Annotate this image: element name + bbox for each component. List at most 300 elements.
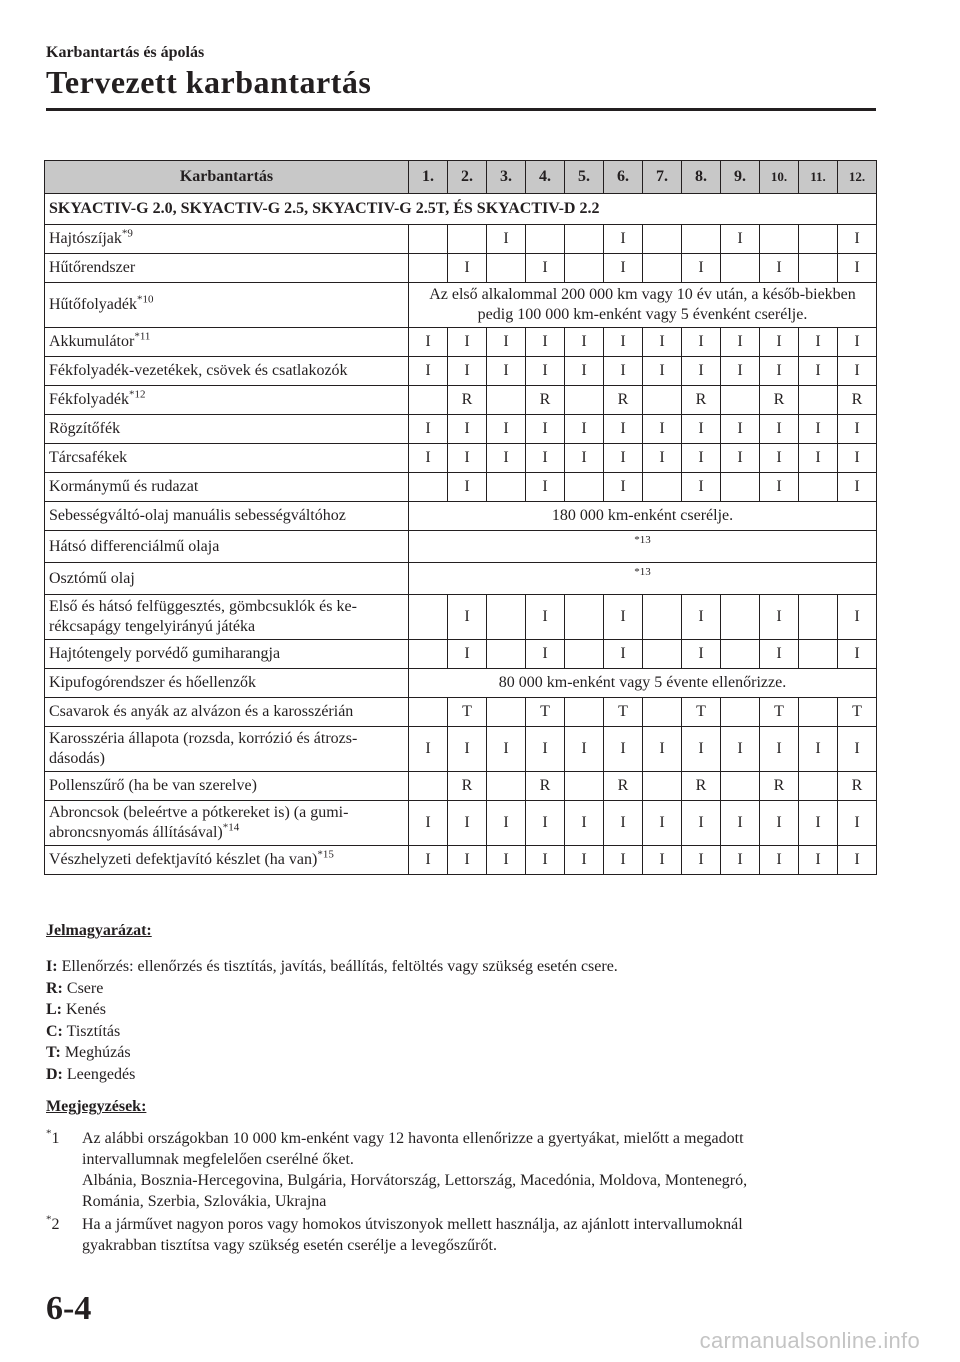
row-label bbox=[45, 386, 409, 415]
interval-cell: I bbox=[838, 801, 877, 846]
page-number: 6-4 bbox=[46, 1290, 92, 1327]
interval-cell: I bbox=[799, 846, 838, 875]
table-row bbox=[45, 772, 877, 801]
interval-cell: I bbox=[604, 328, 643, 357]
table-row bbox=[45, 640, 877, 669]
row-label-text: Kipufogórendszer és hőellenzők bbox=[49, 674, 257, 691]
interval-cell: I bbox=[487, 328, 526, 357]
interval-cell: I bbox=[643, 727, 682, 772]
interval-cell bbox=[799, 698, 838, 727]
interval-cell bbox=[799, 640, 838, 669]
notes-list bbox=[46, 1128, 876, 1258]
legend-code: C: bbox=[46, 1022, 63, 1040]
interval-cell: I bbox=[448, 254, 487, 283]
row-label-text: Karosszéria állapota (rozsda, korrózió és átrozs-dásodás) bbox=[49, 730, 358, 767]
interval-cell bbox=[721, 254, 760, 283]
interval-cell: I bbox=[760, 640, 799, 669]
interval-cell: T bbox=[682, 698, 721, 727]
interval-cell: I bbox=[760, 801, 799, 846]
interval-cell bbox=[721, 386, 760, 415]
interval-cell bbox=[565, 595, 604, 640]
note-marker-number: 2 bbox=[51, 1216, 60, 1233]
interval-cell: I bbox=[565, 328, 604, 357]
interval-cell: I bbox=[721, 846, 760, 875]
interval-cell bbox=[409, 254, 448, 283]
footnote-ref: *10 bbox=[136, 293, 154, 306]
interval-cell: I bbox=[526, 801, 565, 846]
interval-cell bbox=[643, 386, 682, 415]
row-label bbox=[45, 502, 409, 531]
row-label-text: Első és hátsó felfüggesztés, gömbcsuklók és ke-rékcsapágy tengelyirányú játéka bbox=[49, 598, 357, 635]
footnote-ref: *13 bbox=[409, 563, 877, 595]
interval-cell: I bbox=[448, 846, 487, 875]
interval-cell bbox=[799, 473, 838, 502]
interval-cell: I bbox=[760, 415, 799, 444]
interval-cell: I bbox=[565, 846, 604, 875]
legend-item bbox=[46, 956, 618, 978]
interval-cell: R bbox=[682, 386, 721, 415]
row-label bbox=[45, 283, 409, 328]
interval-cell: I bbox=[565, 415, 604, 444]
table-row bbox=[45, 328, 877, 357]
note-line: Az alábbi országokban 10 000 km-enként vagy 12 havonta ellenőrizze a gyertyákat, mielőtt a megadott bbox=[82, 1130, 744, 1147]
interval-cell bbox=[409, 386, 448, 415]
engine-group-row bbox=[45, 194, 877, 225]
note-marker-star: * bbox=[46, 1213, 52, 1226]
note-line: Albánia, Bosznia-Hercegovina, Bulgária, Horvátország, Lettország, Macedónia, Moldova, Montenegró, bbox=[82, 1172, 748, 1189]
interval-cell: I bbox=[565, 357, 604, 386]
interval-cell: R bbox=[838, 772, 877, 801]
table-row bbox=[45, 698, 877, 727]
interval-cell: I bbox=[565, 727, 604, 772]
interval-cell: R bbox=[682, 772, 721, 801]
legend-text: Csere bbox=[66, 979, 104, 997]
row-label-text: Hajtótengely porvédő gumiharangja bbox=[49, 645, 281, 662]
interval-cell: I bbox=[487, 357, 526, 386]
header-interval: 3. bbox=[487, 161, 526, 194]
interval-cell: I bbox=[682, 846, 721, 875]
header-interval: 4. bbox=[526, 161, 565, 194]
interval-cell bbox=[487, 386, 526, 415]
interval-cell: I bbox=[682, 473, 721, 502]
interval-cell bbox=[565, 698, 604, 727]
interval-cell: R bbox=[604, 772, 643, 801]
interval-cell bbox=[487, 640, 526, 669]
interval-cell: T bbox=[604, 698, 643, 727]
interval-cell bbox=[643, 772, 682, 801]
table-row bbox=[45, 254, 877, 283]
interval-cell: I bbox=[682, 640, 721, 669]
legend-title: Jelmagyarázat: bbox=[46, 922, 152, 939]
interval-cell: R bbox=[526, 772, 565, 801]
footnote-ref: *11 bbox=[134, 330, 151, 343]
interval-cell: I bbox=[760, 727, 799, 772]
table-row bbox=[45, 669, 877, 698]
interval-cell: I bbox=[448, 595, 487, 640]
interval-cell: I bbox=[526, 328, 565, 357]
interval-cell: I bbox=[448, 801, 487, 846]
footnote-ref: *9 bbox=[121, 227, 133, 240]
interval-cell: I bbox=[448, 444, 487, 473]
row-label-text: Pollenszűrő (ha be van szerelve) bbox=[49, 777, 257, 794]
interval-cell: T bbox=[526, 698, 565, 727]
legend-text: Kenés bbox=[66, 1001, 106, 1018]
interval-cell: I bbox=[526, 595, 565, 640]
interval-cell bbox=[643, 473, 682, 502]
legend-item bbox=[46, 999, 618, 1021]
interval-cell: I bbox=[487, 846, 526, 875]
legend-text: Meghúzás bbox=[64, 1044, 131, 1061]
legend-text: Leengedés bbox=[66, 1065, 136, 1083]
row-label bbox=[45, 328, 409, 357]
interval-cell: I bbox=[409, 357, 448, 386]
row-label-text: Hűtőrendszer bbox=[49, 259, 136, 276]
legend-code: T: bbox=[46, 1044, 61, 1061]
interval-cell: T bbox=[838, 698, 877, 727]
interval-cell bbox=[799, 225, 838, 254]
header-interval: 12. bbox=[838, 161, 877, 194]
row-label-text: Osztómű olaj bbox=[49, 569, 135, 587]
row-label bbox=[45, 669, 409, 698]
table-row bbox=[45, 531, 877, 563]
interval-cell: I bbox=[487, 225, 526, 254]
table-row bbox=[45, 595, 877, 640]
header-interval: 6. bbox=[604, 161, 643, 194]
interval-cell: I bbox=[643, 328, 682, 357]
interval-cell: I bbox=[643, 846, 682, 875]
interval-cell: I bbox=[487, 444, 526, 473]
interval-cell bbox=[487, 698, 526, 727]
interval-cell bbox=[643, 698, 682, 727]
header-interval: 10. bbox=[760, 161, 799, 194]
note-line: Románia, Szerbia, Szlovákia, Ukrajna bbox=[82, 1193, 327, 1210]
interval-cell: I bbox=[838, 846, 877, 875]
row-label bbox=[45, 225, 409, 254]
legend-list bbox=[46, 956, 618, 1085]
interval-cell: I bbox=[760, 357, 799, 386]
interval-cell: I bbox=[721, 415, 760, 444]
row-label bbox=[45, 846, 409, 875]
interval-cell bbox=[643, 640, 682, 669]
interval-cell: I bbox=[643, 357, 682, 386]
interval-cell: I bbox=[448, 415, 487, 444]
row-label-text: Hajtószíjak bbox=[49, 230, 122, 247]
interval-cell bbox=[409, 772, 448, 801]
interval-cell: I bbox=[760, 444, 799, 473]
interval-cell bbox=[721, 595, 760, 640]
interval-cell: I bbox=[760, 254, 799, 283]
header-interval: 8. bbox=[682, 161, 721, 194]
interval-cell: I bbox=[409, 328, 448, 357]
table-row bbox=[45, 415, 877, 444]
table-row bbox=[45, 357, 877, 386]
interval-cell: I bbox=[604, 595, 643, 640]
maintenance-table bbox=[44, 160, 877, 875]
legend-code: R: bbox=[46, 979, 63, 997]
interval-cell bbox=[526, 225, 565, 254]
page-title: Tervezett karbantartás bbox=[46, 64, 372, 100]
legend-code: I: bbox=[46, 958, 58, 975]
interval-cell bbox=[565, 254, 604, 283]
interval-span-text: 180 000 km-enként cserélje. bbox=[409, 502, 877, 531]
interval-cell: I bbox=[409, 846, 448, 875]
interval-cell: I bbox=[448, 640, 487, 669]
interval-cell: I bbox=[721, 357, 760, 386]
header-interval: 11. bbox=[799, 161, 838, 194]
interval-cell: I bbox=[760, 846, 799, 875]
interval-cell: I bbox=[721, 727, 760, 772]
interval-cell: I bbox=[799, 727, 838, 772]
interval-cell: I bbox=[604, 225, 643, 254]
interval-cell: I bbox=[604, 846, 643, 875]
table-row bbox=[45, 283, 877, 328]
interval-cell: I bbox=[526, 727, 565, 772]
interval-cell bbox=[643, 225, 682, 254]
interval-cell bbox=[565, 640, 604, 669]
interval-cell: I bbox=[682, 415, 721, 444]
notes-title: Megjegyzések: bbox=[46, 1098, 147, 1115]
row-label-text: Csavarok és anyák az alvázon és a karosszérián bbox=[49, 703, 354, 720]
interval-cell: I bbox=[409, 801, 448, 846]
interval-cell: I bbox=[838, 328, 877, 357]
note-item bbox=[46, 1214, 876, 1256]
interval-cell: I bbox=[604, 254, 643, 283]
row-label-text: Vészhelyzeti defektjavító készlet (ha van) bbox=[49, 851, 318, 868]
interval-span-text: 80 000 km-enként vagy 5 évente ellenőrizze. bbox=[409, 669, 877, 698]
note-marker-number: 1 bbox=[51, 1130, 60, 1147]
interval-cell bbox=[760, 225, 799, 254]
interval-cell: T bbox=[448, 698, 487, 727]
interval-cell bbox=[721, 698, 760, 727]
row-label bbox=[45, 531, 409, 563]
interval-cell: I bbox=[838, 727, 877, 772]
row-label bbox=[45, 254, 409, 283]
interval-cell: I bbox=[448, 473, 487, 502]
interval-cell: R bbox=[838, 386, 877, 415]
table-body bbox=[45, 194, 877, 875]
interval-cell: I bbox=[721, 444, 760, 473]
interval-cell: I bbox=[721, 328, 760, 357]
footnote-ref: *13 bbox=[409, 531, 877, 563]
row-label bbox=[45, 357, 409, 386]
row-label-text: Fékfolyadék-vezetékek, csövek és csatlakozók bbox=[49, 362, 348, 379]
interval-cell: I bbox=[682, 254, 721, 283]
interval-cell: I bbox=[799, 415, 838, 444]
interval-cell: I bbox=[604, 357, 643, 386]
interval-cell: I bbox=[760, 473, 799, 502]
legend-text: Ellenőrzés: ellenőrzés és tisztítás, javítás, beállítás, feltöltés vagy szükség esetén csere. bbox=[61, 958, 618, 975]
table-header-row bbox=[45, 161, 877, 194]
table-row bbox=[45, 801, 877, 846]
row-label bbox=[45, 640, 409, 669]
row-label bbox=[45, 563, 409, 595]
header-interval: 1. bbox=[409, 161, 448, 194]
interval-cell bbox=[409, 473, 448, 502]
note-line: gyakrabban tisztítsa vagy szükség esetén cserélje a levegőszűrőt. bbox=[82, 1237, 497, 1254]
interval-cell: I bbox=[721, 801, 760, 846]
interval-cell: I bbox=[682, 357, 721, 386]
row-label-text: Hűtőfolyadék bbox=[49, 296, 137, 313]
note-marker-star: * bbox=[46, 1127, 52, 1140]
row-label-text: Rögzítőfék bbox=[49, 420, 121, 437]
interval-cell bbox=[487, 473, 526, 502]
row-label bbox=[45, 415, 409, 444]
interval-cell bbox=[409, 640, 448, 669]
interval-cell: I bbox=[682, 801, 721, 846]
interval-cell bbox=[721, 640, 760, 669]
row-label bbox=[45, 801, 409, 846]
interval-cell: I bbox=[526, 640, 565, 669]
note-marker bbox=[46, 1214, 60, 1235]
footnote-ref: *12 bbox=[128, 388, 146, 401]
interval-cell bbox=[409, 225, 448, 254]
interval-cell bbox=[682, 225, 721, 254]
interval-cell: I bbox=[838, 640, 877, 669]
interval-cell: I bbox=[604, 473, 643, 502]
table-row bbox=[45, 225, 877, 254]
interval-cell: I bbox=[838, 357, 877, 386]
note-marker bbox=[46, 1128, 60, 1149]
note-item bbox=[46, 1128, 876, 1212]
interval-cell bbox=[799, 386, 838, 415]
row-label bbox=[45, 772, 409, 801]
interval-cell bbox=[643, 254, 682, 283]
watermark: carmanualsonline.info bbox=[699, 1328, 920, 1353]
legend-code: D: bbox=[46, 1065, 63, 1083]
interval-cell bbox=[487, 254, 526, 283]
row-label-text: Hátsó differenciálmű olaja bbox=[49, 537, 220, 555]
interval-cell bbox=[799, 595, 838, 640]
interval-cell bbox=[565, 473, 604, 502]
interval-cell: I bbox=[838, 415, 877, 444]
interval-cell: I bbox=[526, 254, 565, 283]
header-interval: 5. bbox=[565, 161, 604, 194]
interval-cell: T bbox=[760, 698, 799, 727]
interval-cell: I bbox=[682, 328, 721, 357]
interval-cell: I bbox=[799, 801, 838, 846]
footnote-ref: *14 bbox=[222, 821, 240, 834]
table-row bbox=[45, 846, 877, 875]
interval-cell: I bbox=[409, 415, 448, 444]
row-label bbox=[45, 727, 409, 772]
legend-code: L: bbox=[46, 1001, 62, 1018]
interval-cell: I bbox=[487, 727, 526, 772]
interval-cell: I bbox=[604, 415, 643, 444]
interval-cell bbox=[799, 254, 838, 283]
interval-cell: I bbox=[643, 415, 682, 444]
interval-cell bbox=[487, 595, 526, 640]
interval-cell bbox=[799, 772, 838, 801]
interval-cell: I bbox=[760, 595, 799, 640]
table-row bbox=[45, 473, 877, 502]
interval-cell bbox=[448, 225, 487, 254]
legend-text: Tisztítás bbox=[66, 1022, 121, 1040]
interval-cell: I bbox=[721, 225, 760, 254]
interval-cell bbox=[565, 225, 604, 254]
interval-cell: I bbox=[838, 444, 877, 473]
header-maintenance: Karbantartás bbox=[45, 161, 409, 194]
interval-cell: I bbox=[799, 357, 838, 386]
footnote-ref: *15 bbox=[317, 848, 334, 861]
legend-item bbox=[46, 978, 618, 1000]
engine-group-title: SKYACTIV-G 2.0, SKYACTIV-G 2.5, SKYACTIV-G 2.5T, ÉS SKYACTIV-D 2.2 bbox=[45, 194, 877, 225]
interval-cell: I bbox=[643, 444, 682, 473]
interval-cell: R bbox=[448, 772, 487, 801]
table-row bbox=[45, 563, 877, 595]
table-row bbox=[45, 444, 877, 473]
interval-cell bbox=[565, 386, 604, 415]
interval-cell: R bbox=[526, 386, 565, 415]
interval-span-text: Az első alkalommal 200 000 km vagy 10 év után, a későb-biekben pedig 100 000 km-enként vagy 5 évenként cserélje. bbox=[409, 283, 877, 328]
row-label-text: Akkumulátor bbox=[49, 333, 135, 350]
interval-cell: I bbox=[448, 328, 487, 357]
interval-cell: I bbox=[565, 444, 604, 473]
interval-cell: I bbox=[409, 727, 448, 772]
table-row bbox=[45, 386, 877, 415]
row-label-text: Fékfolyadék bbox=[49, 391, 129, 408]
interval-cell: I bbox=[526, 357, 565, 386]
interval-cell: I bbox=[604, 801, 643, 846]
interval-cell: I bbox=[838, 595, 877, 640]
interval-cell: I bbox=[604, 444, 643, 473]
interval-cell bbox=[487, 772, 526, 801]
interval-cell: I bbox=[682, 595, 721, 640]
interval-cell bbox=[409, 698, 448, 727]
legend-item bbox=[46, 1064, 618, 1086]
interval-cell: I bbox=[526, 415, 565, 444]
row-label bbox=[45, 698, 409, 727]
interval-cell: I bbox=[409, 444, 448, 473]
interval-cell: I bbox=[487, 801, 526, 846]
row-label bbox=[45, 444, 409, 473]
interval-cell: I bbox=[487, 415, 526, 444]
row-label-text: Kormánymű és rudazat bbox=[49, 478, 199, 495]
note-line: intervallumnak megfelelően cserélné őket. bbox=[82, 1151, 354, 1168]
legend-item bbox=[46, 1042, 618, 1064]
interval-cell: I bbox=[799, 444, 838, 473]
interval-cell: R bbox=[760, 386, 799, 415]
interval-cell bbox=[565, 772, 604, 801]
interval-cell: I bbox=[565, 801, 604, 846]
interval-cell: I bbox=[604, 727, 643, 772]
interval-cell: I bbox=[682, 727, 721, 772]
row-label-text: Abroncsok (beleértve a pótkereket is) (a gumi-abroncsnyomás állításával) bbox=[49, 804, 349, 841]
interval-cell: I bbox=[760, 328, 799, 357]
interval-cell bbox=[721, 473, 760, 502]
interval-cell bbox=[409, 595, 448, 640]
legend-item bbox=[46, 1021, 618, 1043]
interval-cell: I bbox=[838, 225, 877, 254]
interval-cell: I bbox=[682, 444, 721, 473]
interval-cell: I bbox=[643, 801, 682, 846]
interval-cell: I bbox=[526, 473, 565, 502]
interval-cell: I bbox=[526, 444, 565, 473]
title-divider bbox=[46, 108, 876, 111]
interval-cell: R bbox=[604, 386, 643, 415]
interval-cell: R bbox=[448, 386, 487, 415]
table-row bbox=[45, 502, 877, 531]
row-label-text: Sebességváltó-olaj manuális sebességváltóhoz bbox=[49, 507, 346, 524]
row-label bbox=[45, 595, 409, 640]
interval-cell: R bbox=[760, 772, 799, 801]
header-interval: 9. bbox=[721, 161, 760, 194]
interval-cell: I bbox=[838, 254, 877, 283]
header-interval: 7. bbox=[643, 161, 682, 194]
interval-cell bbox=[721, 772, 760, 801]
interval-cell bbox=[643, 595, 682, 640]
note-line: Ha a járművet nagyon poros vagy homokos útviszonyok mellett használja, az ajánlott intervallumoknál bbox=[82, 1216, 743, 1233]
interval-cell: I bbox=[448, 357, 487, 386]
